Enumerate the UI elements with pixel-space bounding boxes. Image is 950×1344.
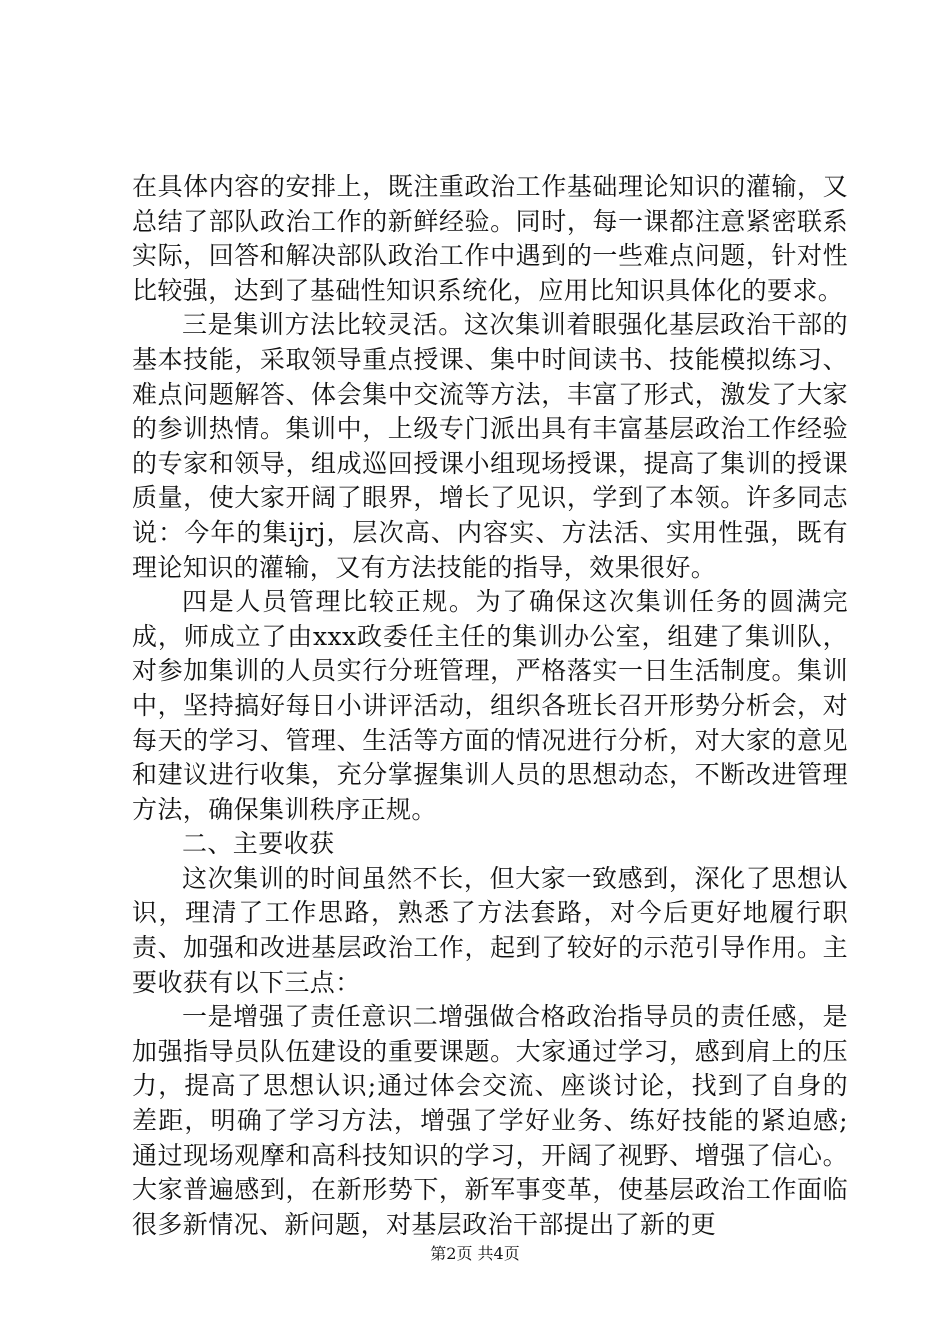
paragraph-personnel-management: 四是人员管理比较正规。为了确保这次集训任务的圆满完成，师成立了由xxx政委任主任的集训办公室，组建了集训队，对参加集训的人员实行分班管理，严格落实一日生活制度。集训中，坚持搞好每日小讲评活动，组织各班长召开形势分析会，对每天的学习、管理、生活等方面的情况进行分析，对大家的意见和建议进行收集，充分掌握集训人员的思想动态，不断改进管理方法，确保集训秩序正规。: [132, 587, 848, 824]
paragraph-responsibility: 一是增强了责任意识二增强做合格政治指导员的责任感，是加强指导员队伍建设的重要课题。大家通过学习，感到肩上的压力，提高了思想认识;通过体会交流、座谈讨论，找到了自身的差距，明确了学习方法，增强了学好业务、练好技能的紧迫感;通过现场观摩和高科技知识的学习，开阔了视野、增强了信心。大家普遍感到，在新形势下，新军事变革，使基层政治工作面临很多新情况、新问题，对基层政治干部提出了新的更: [132, 1002, 848, 1239]
section-heading-main-gains: 二、主要收获: [182, 829, 335, 859]
paragraph-content-arrangement: 在具体内容的安排上，既注重政治工作基础理论知识的灌输，又总结了部队政治工作的新鲜经验。同时，每一课都注意紧密联系实际，回答和解决部队政治工作中遇到的一些难点问题，针对性比较强，达到了基础性知识系统化，应用比知识具体化的要求。: [132, 172, 848, 305]
paragraph-gains-summary: 这次集训的时间虽然不长，但大家一致感到，深化了思想认识，理清了工作思路，熟悉了方法套路，对今后更好地履行职责、加强和改进基层政治工作，起到了较好的示范引导作用。主要收获有以下三点：: [132, 863, 848, 997]
paragraph-training-methods: 三是集训方法比较灵活。这次集训着眼强化基层政治干部的基本技能，采取领导重点授课、集中时间读书、技能模拟练习、难点问题解答、体会集中交流等方法，丰富了形式，激发了大家的参训热情。集训中，上级专门派出具有丰富基层政治工作经验的专家和领导，组成巡回授课小组现场授课，提高了集训的授课质量，使大家开阔了眼界，增长了见识，学到了本领。许多同志说：今年的集ijrj，层次高、内容实、方法活、实用性强，既有理论知识的灌输，又有方法技能的指导，效果很好。: [132, 310, 848, 582]
document-body: [132, 170, 848, 1242]
page-number-footer: 第2页 共4页: [430, 1244, 520, 1263]
